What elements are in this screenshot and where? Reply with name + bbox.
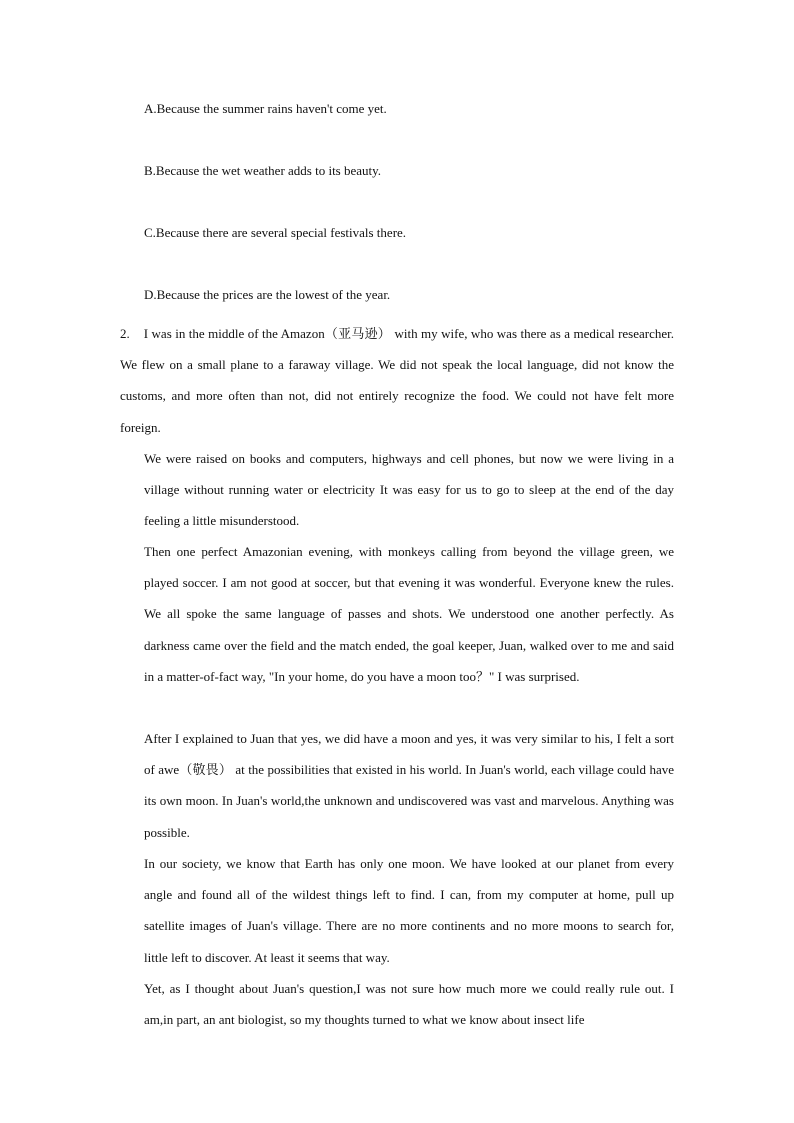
option-d: D.Because the prices are the lowest of the year.	[144, 287, 391, 302]
passage-paragraph: Yet, as I thought about Juan's question,I was not sure how much more we could really rule out. I am,in part, an ant biologist, so my thoughts turned to what we know about insect life	[144, 981, 674, 1028]
passage-paragraph: We were raised on books and computers, highways and cell phones, but now we were living in a village without running water or electricity It was easy for us to go to sleep at the end of the day feeling a little misunderstood.	[144, 451, 674, 529]
option-c: C.Because there are several special festivals there.	[144, 225, 407, 240]
option-b: B.Because the wet weather adds to its beauty.	[144, 163, 382, 178]
option-a: A.Because the summer rains haven't come yet.	[144, 101, 387, 116]
question-first-paragraph-text: I was in the middle of the Amazon（亚马逊） with my wife, who was there as a medical researcher. We flew on a small plane to a faraway village. We did not speak the local language, did not know the customs, and more often than not, did not entirely recognize the food. We could not have felt more foreign.	[120, 326, 674, 435]
question-number: 2.	[120, 326, 130, 341]
answer-options	[144, 100, 704, 304]
passage-paragraph: Then one perfect Amazonian evening, with monkeys calling from beyond the village green, we played soccer. I am not good at soccer, but that evening it was wonderful. Everyone knew the rules. We all spoke the same language of passes and shots. We understood one another perfectly. As darkness came over the field and the match ended, the goal keeper, Juan, walked over to me and said in a matter-of-fact way, "In your home, do you have a moon too？" I was surprised.	[144, 544, 674, 684]
passage-paragraph: In our society, we know that Earth has only one moon. We have looked at our planet from every angle and found all of the wildest things left to find. I can, from my computer at home, pull up satellite images of Juan's village. There are no more continents and no more moons to search for, little left to discover. At least it seems that way.	[144, 856, 674, 965]
question-2-first-paragraph	[120, 318, 674, 443]
passage-paragraph: After I explained to Juan that yes, we did have a moon and yes, it was very similar to his, I felt a sort of awe（敬畏） at the possibilities that existed in his world. In Juan's world, each village could have its own moon. In Juan's world,the unknown and undiscovered was vast and marvelous. Anything was possible.	[144, 731, 674, 840]
